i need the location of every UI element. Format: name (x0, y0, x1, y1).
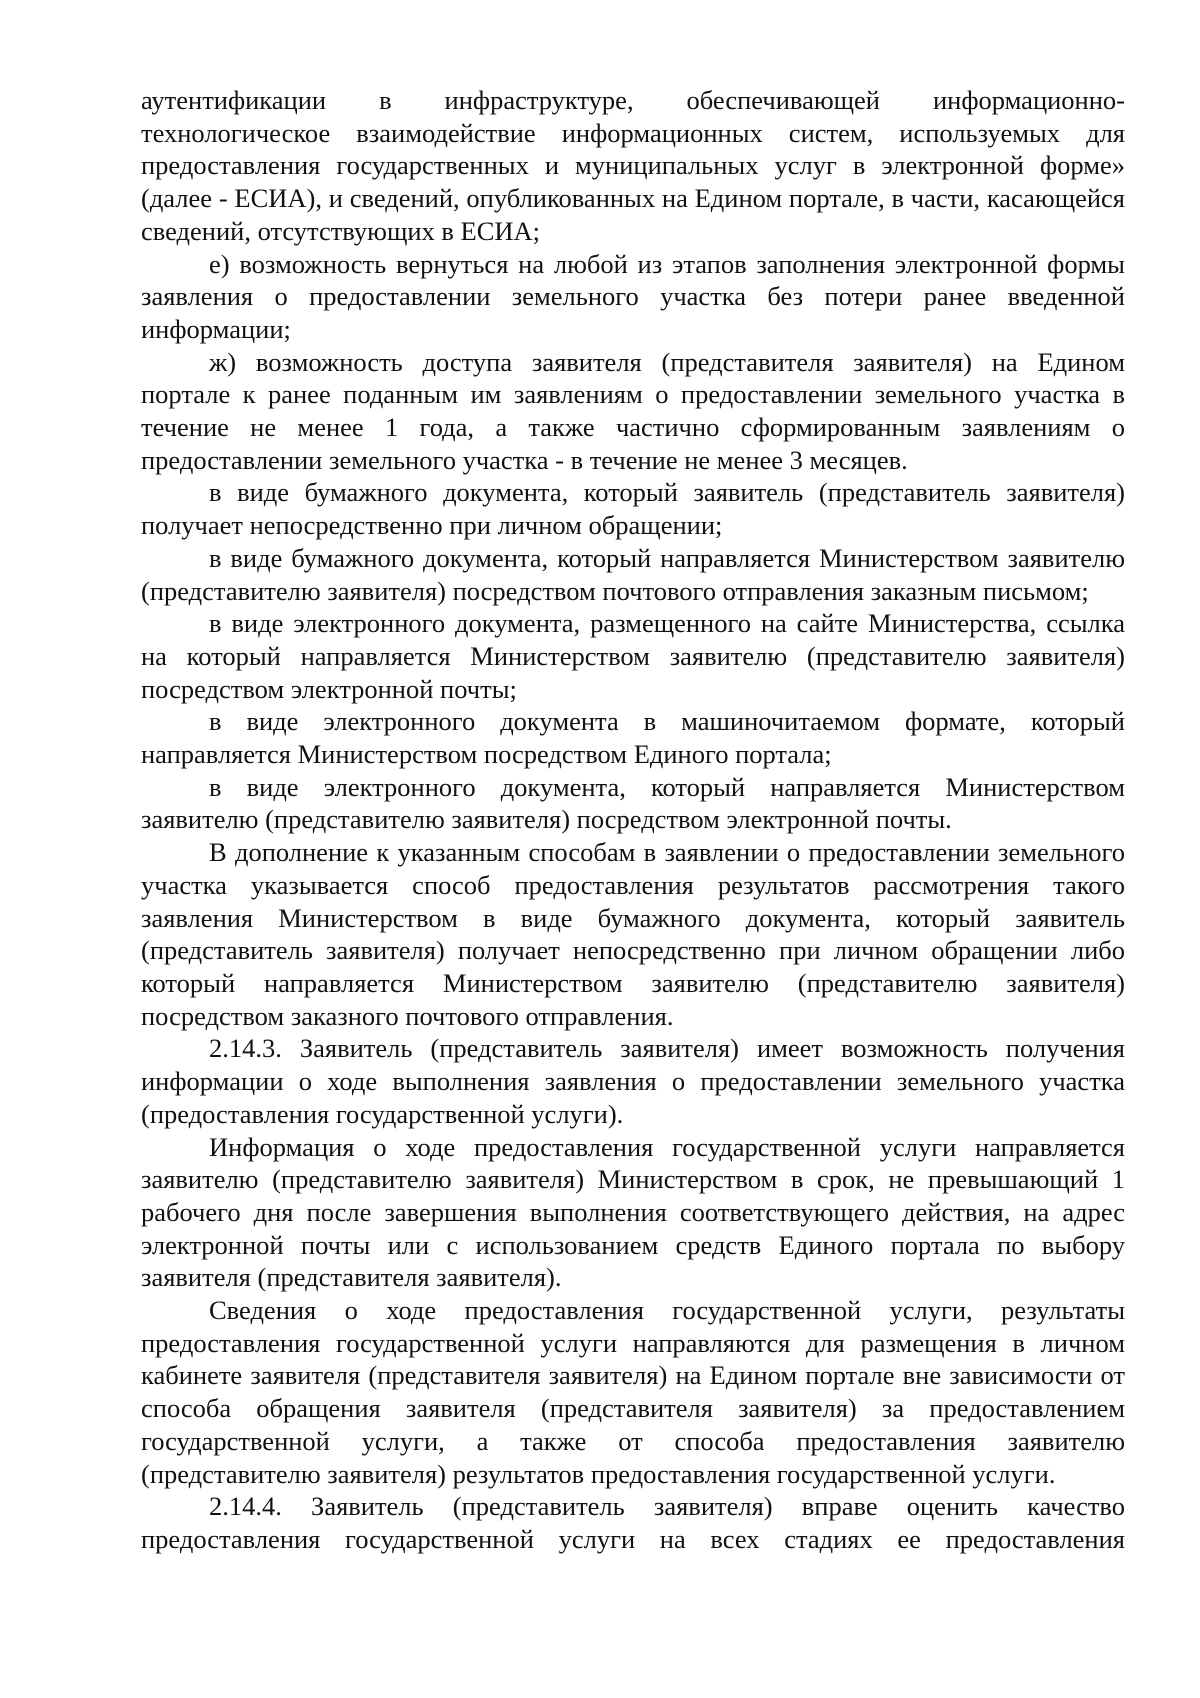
paragraph-electronic-email: в виде электронного документа, который направляется Министерством заявителю (представителю заявителя) посредством электронной почты. (141, 771, 1125, 835)
paragraph-paper-personal: в виде бумажного документа, который заявитель (представитель заявителя) получает непосредственно при личном обращении; (141, 477, 1125, 541)
paragraph-progress-info: Информация о ходе предоставления государственной услуги направляется заявителю (представителю заявителя) Министерством в срок, не превышающий 1 рабочего дня после завершения выполнения соответствующего действия, на адрес электронной почты или с использованием средств Единого портала по выбору заявителя (представителя заявителя). (141, 1131, 1125, 1293)
paragraph-electronic-site: в виде электронного документа, размещенного на сайте Министерства, ссылка на который направляется Министерством заявителю (представителю заявителя) посредством электронной почты; (141, 608, 1125, 704)
paragraph-item-zh: ж) возможность доступа заявителя (представителя заявителя) на Едином портале к ранее поданным им заявлениям о предоставлении земельного участка в течение не менее 1 года, а также частично сформированным заявлениям о предоставлении земельного участка - в течение не менее 3 месяцев. (141, 346, 1125, 475)
paragraph-additional-methods: В дополнение к указанным способам в заявлении о предоставлении земельного участка указывается способ предоставления результатов рассмотрения такого заявления Министерством в виде бумажного документа, который заявитель (представитель заявителя) получает непосредственно при личном обращении либо который направляется Министерством заявителю (представителю заявителя) посредством заказного почтового отправления. (141, 837, 1125, 1031)
paragraph-electronic-portal: в виде электронного документа в машиночитаемом формате, который направляется Министерством посредством Единого портала; (141, 706, 1125, 770)
paragraph-esia-continuation: аутентификации в инфраструктуре, обеспечивающей информационно-технологическое взаимодействие информационных систем, используемых для предоставления государственных и муниципальных услуг в электронной форме» (далее - ЕСИА), и сведений, опубликованных на Едином портале, в части, касающейся сведений, отсутствующих в ЕСИА; (141, 85, 1125, 246)
document-page (141, 84, 1125, 1556)
paragraph-item-e: е) возможность вернуться на любой из этапов заполнения электронной формы заявления о предоставлении земельного участка без потери ранее введенной информации; (141, 248, 1125, 344)
paragraph-status-results: Сведения о ходе предоставления государственной услуги, результаты предоставления государственной услуги направляются для размещения в личном кабинете заявителя (представителя заявителя) на Едином портале вне зависимости от способа обращения заявителя (представителя заявителя) за предоставлением государственной услуги, а также от способа предоставления заявителю (представителю заявителя) результатов предоставления государственной услуги. (141, 1295, 1125, 1489)
paragraph-section-2-14-3: 2.14.3. Заявитель (представитель заявителя) имеет возможность получения информации о ходе выполнения заявления о предоставлении земельного участка (предоставления государственной услуги). (141, 1033, 1125, 1129)
paragraph-section-2-14-4: 2.14.4. Заявитель (представитель заявителя) вправе оценить качество предоставления государственной услуги на всех стадиях ее предоставления (141, 1491, 1125, 1554)
paragraph-paper-mail: в виде бумажного документа, который направляется Министерством заявителю (представителю заявителя) посредством почтового отправления заказным письмом; (141, 542, 1125, 606)
